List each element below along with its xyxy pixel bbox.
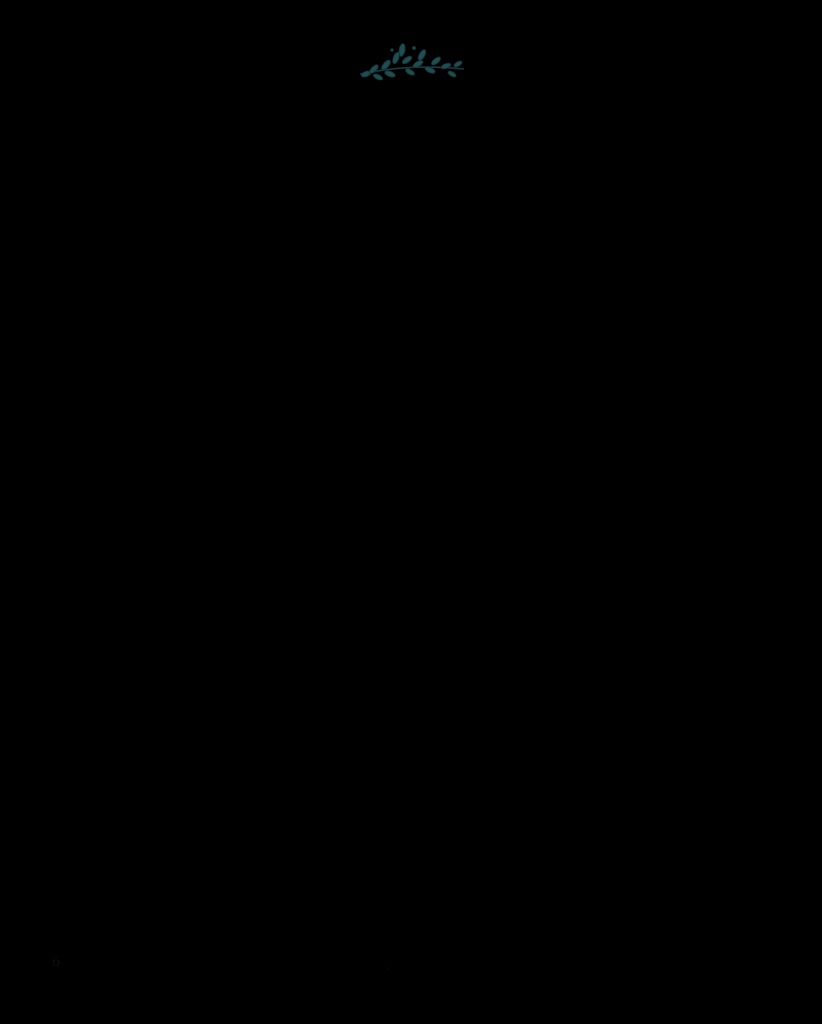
leafy-sprig-icon	[352, 36, 472, 96]
paragraph	[112, 308, 710, 444]
dialogue-line	[112, 647, 710, 670]
paragraph	[112, 127, 710, 308]
dialogue-line	[112, 534, 710, 602]
body-text	[112, 127, 710, 874]
paragraph	[112, 602, 710, 647]
paragraph	[112, 851, 710, 874]
paragraph	[112, 738, 710, 851]
print-mark	[386, 967, 389, 970]
paragraph	[112, 670, 710, 738]
paragraph	[112, 511, 710, 534]
page-number: 6	[52, 955, 61, 970]
paragraph	[112, 444, 710, 511]
